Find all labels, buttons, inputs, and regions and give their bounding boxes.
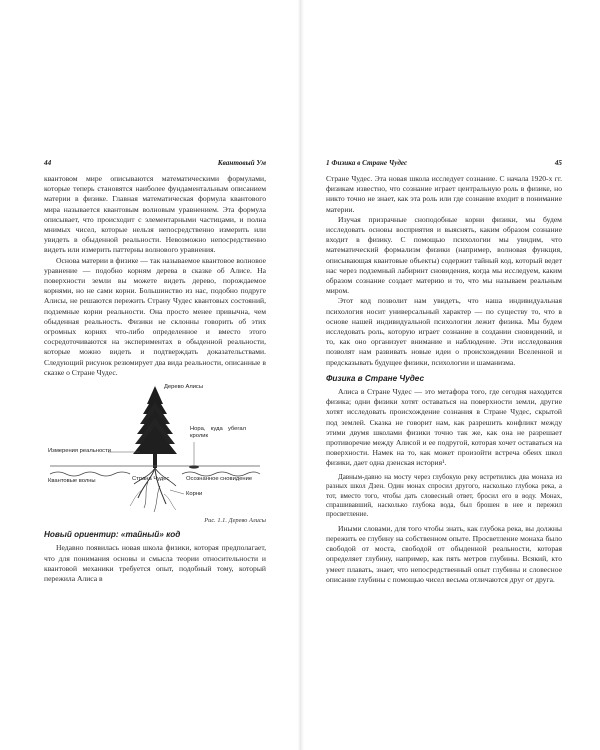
quote-text: Давным-давно на мосту через глубокую реку встретились два монаха из разных школ Дзен. Один монах спросил другого, насколько глубока река, а тот, вместо того, чтобы дать словесный ответ, бросил его в воду. Монах, спрашивавший, насколько глубока вода, был брошен в нее и пережил просветление. [326,472,562,519]
zen-story-quote [326,473,562,520]
label-quantum-waves: Квантовые волны [48,478,96,485]
label-rabbit-hole: Нора, куда убегал кролик [190,426,246,439]
paragraph: Иными словами, для того чтобы знать, как глубока река, вы должны пережить ее глубину на собственном опыте. Просветление монаха было свободой от моста, свободой от обыденной реальности, которая определяет глубину, например, как пять метров глубины. Всякий, кто умеет плавать, знает, что непосредственный опыт глубины и словесное описание глубины с помощью чисел весьма отличаются друг от друга. [326,523,562,584]
figure-caption: Рис. 1.1. Дерево Алисы [204,517,266,525]
right-page-header [326,159,562,169]
page-number-left: 44 [44,159,52,167]
paragraph: Основа материи в физике — так называемое квантовое волновое уравнение — подобно корням дерева в сказке об Алисе. На поверхности земли вы можете видеть дерево, порождаемое корнями, но не сами корни. Большинство из нас, подобно подруге Алисы, не решаются пережить Страну Чудес квантовых состояний, подземные корни реальности. Она просто менее привычна, чем обыденная реальность. Физики не склонны говорить об этих огромных корнях что-либо определенное и вместо этого сосредоточиваются на экспериментах в обыденной реальности, которые можно видеть и подтверждать доказательствами. Следующий рисунок резюмирует два вида реальности, описанные в сказке о Стране Чудес. [44,255,266,377]
label-alice-tree: Дерево Алисы [164,384,203,391]
paragraph: квантовом мире описываются математическими формулами, которые теперь становятся наиболее фундаментальным описанием материи в физике. Главная математическая формула квантового мира называется квантовым волновым уравнением. Эта формула описывает, что происходит с элементарными частицами, и полна мнимых чисел, которые нельзя непосредственно измерить или увидеть в обыденной реальности. Невозможно непосредственно видеть или измерить паттерны волнового уравнения. [44,174,266,255]
paragraph: Стране Чудес. Эта новая школа исследует сознание. С начала 1920-х гг. физикам известно, что сознание играет центральную роль в физике, но никто точно не знает, как эта роль или где сознание входит в понимание материи. [326,174,562,214]
label-wonderland: Страна Чудес [132,476,170,483]
paragraph: Недавно появилась новая школа физики, которая предполагает, что для понимания основы и смысла теории относительности и квантовой механики требуется опыт, подобный тому, который пережила Алиса в [44,543,266,584]
section-heading-new-landmark: Новый ориентир: «тайный» код [44,530,181,540]
alice-tree-figure [44,382,266,516]
left-page-header [44,159,266,169]
running-title-left: Квантовый Ум [217,159,266,167]
section-heading-physics-wonderland: Физика в Стране Чудес [326,373,425,383]
label-reality-measurements: Измерения реальности [48,448,111,455]
right-page [300,0,600,750]
right-page-body [326,174,562,585]
label-lucid-dreaming: Осознанное сновидение [186,476,253,483]
running-title-right: 1 Физика в Стране Чудес [326,159,408,167]
paragraph: Этот код позволит нам увидеть, что наша индивидуальная психология носит универсальный характер — по существу то, что в основе нашей индивидуальной психологии лежит физика. Мы будем исследовать роль, которую играет сознание в создании сновидений, и то, как оно организует внимание и наблюдение. Эти исследования позволят нам развивать новые идеи о происхождении Вселенной и предсказывать будущее физики, психологии и шаманизма. [326,296,562,367]
left-page-body [44,174,266,584]
label-roots: Корни [186,491,203,498]
paragraph: Алиса в Стране Чудес — это метафора того, где сегодня находится физика; одни физики хотят оставаться на поверхности земли, другие хотят исследовать происхождение сознания в Стране Чудес, скрытой под землей. Сказка не говорит нам, как разрешить конфликт между этими двумя школами физики точно так же, как она не разрешает противоречие между Алисой и ее подругой, которая хочет оставаться на поверхности. Намек на то, как может произойти встреча обеих школ физики, дает одна дзенская история¹. [326,387,562,468]
page-number-right: 45 [554,159,562,167]
paragraph: Изучая призрачные сноподобные корни физики, мы будем исследовать основы восприятия и выяснять, каким образом сознание входит в физику. С помощью психологии мы увидим, что математический формализм физики (например, волновая функция, описывающая квантовые объекты) содержит тайный код, который ведет нас через подземный лабиринт сновидения, когда мы исследуем, каким образом сознание создает материю и то, что мы называем реальным миром. [326,214,562,296]
